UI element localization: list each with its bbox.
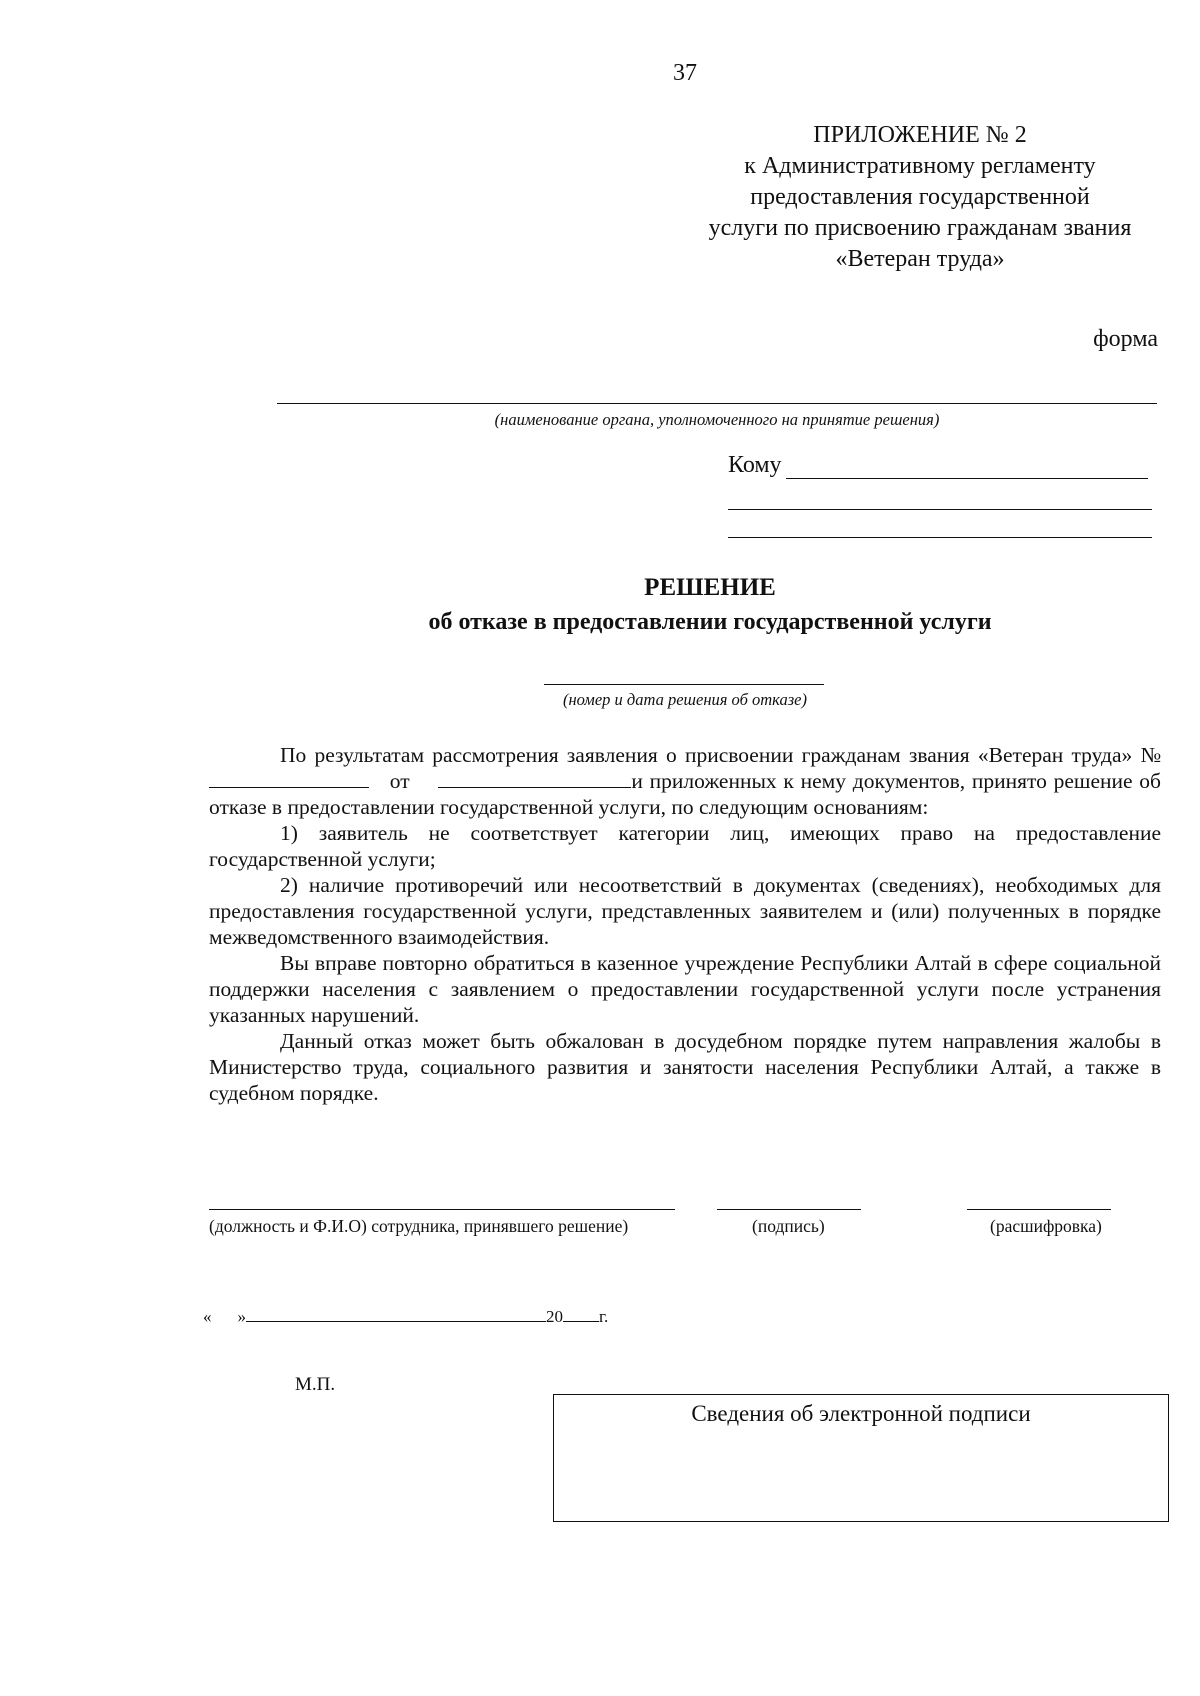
signature-caption: (подпись) bbox=[752, 1216, 825, 1236]
annex-header bbox=[640, 120, 1200, 275]
number-date-line bbox=[544, 684, 824, 685]
date-year-blank bbox=[563, 1303, 599, 1322]
electronic-signature-box bbox=[553, 1394, 1169, 1522]
paragraph-application-part-2: от bbox=[389, 769, 410, 793]
date-open-quote: « bbox=[203, 1307, 212, 1326]
date-line bbox=[203, 1303, 608, 1327]
stamp-label: М.П. bbox=[295, 1374, 336, 1395]
authority-caption: (наименование органа, уполномоченного на принятие решения) bbox=[494, 410, 940, 429]
form-label: форма bbox=[1093, 326, 1158, 352]
authority-line bbox=[277, 403, 1157, 404]
reason-2: 2) наличие противоречий или несоответствий в документах (сведениях), необходимых для предоставления государственной услуги, представленных заявителем и (или) полученных в порядке межведомственного взаимодействия. bbox=[209, 873, 1161, 949]
paragraph-appeal: Данный отказ может быть обжалован в досудебном порядке путем направления жалобы в Министерство труда, социального развития и занятости населения Республики Алтай, а также в судебном порядке. bbox=[209, 1029, 1161, 1105]
annex-line-5: «Ветеран труда» bbox=[835, 246, 1005, 272]
decode-line bbox=[967, 1209, 1111, 1210]
position-line bbox=[209, 1209, 675, 1210]
reason-1: 1) заявитель не соответствует категории лиц, имеющих право на предоставление государственной услуги; bbox=[209, 821, 1161, 871]
application-date-blank bbox=[438, 769, 631, 788]
application-number-blank bbox=[209, 769, 369, 788]
document-title: РЕШЕНИЕ bbox=[644, 574, 776, 601]
signature-line bbox=[717, 1209, 861, 1210]
electronic-signature-title: Сведения об электронной подписи bbox=[691, 1401, 1031, 1426]
paragraph-application bbox=[209, 742, 1161, 820]
addressee-line-1 bbox=[786, 478, 1148, 479]
annex-title: ПРИЛОЖЕНИЕ № 2 bbox=[813, 122, 1027, 148]
annex-line-2: к Административному регламенту bbox=[744, 153, 1096, 179]
addressee-line-3 bbox=[728, 537, 1152, 538]
body-text bbox=[209, 742, 1161, 1106]
date-blank bbox=[246, 1303, 546, 1322]
annex-line-3: предоставления государственной bbox=[750, 184, 1090, 210]
paragraph-application-part-1: По результатам рассмотрения заявления о присвоении гражданам звания «Ветеран труда» № bbox=[280, 743, 1161, 767]
decode-caption: (расшифровка) bbox=[990, 1216, 1102, 1236]
to-label: Кому bbox=[728, 452, 782, 478]
annex-line-4: услуги по присвоению гражданам звания bbox=[708, 215, 1132, 241]
addressee-line-2 bbox=[728, 509, 1152, 510]
position-caption: (должность и Ф.И.О) сотрудника, принявшего решение) bbox=[209, 1216, 629, 1236]
document-subtitle: об отказе в предоставлении государственной услуги bbox=[428, 609, 992, 635]
date-year-prefix: 20 bbox=[546, 1307, 563, 1326]
paragraph-application-part-3: и приложенных к нему документов, принято решение об отказе в предоставлении государственной услуги, по следующим основаниям: bbox=[209, 769, 1161, 819]
number-date-caption: (номер и дата решения об отказе) bbox=[562, 690, 807, 709]
date-close-quote: » bbox=[237, 1307, 246, 1326]
date-year-suffix: г. bbox=[599, 1307, 609, 1326]
paragraph-reapply: Вы вправе повторно обратиться в казенное учреждение Республики Алтай в сфере социальной поддержки населения с заявлением о предоставлении государственной услуги после устранения указанных нарушений. bbox=[209, 951, 1161, 1027]
page-number: 37 bbox=[673, 60, 697, 86]
